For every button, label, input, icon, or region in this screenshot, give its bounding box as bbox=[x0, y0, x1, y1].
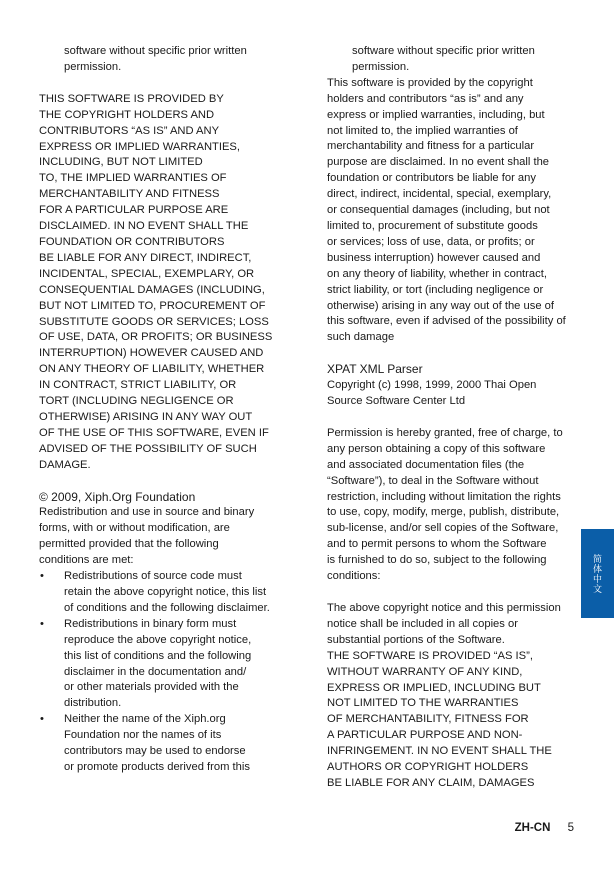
text-line: OF THE USE OF THIS SOFTWARE, EVEN IF bbox=[39, 426, 269, 439]
text-line: conditions: bbox=[327, 570, 381, 583]
text-line: permission. bbox=[64, 60, 122, 73]
text-line: strict liability, or tort (including negligence or bbox=[327, 283, 544, 296]
text-line: holders and contributors “as is” and any bbox=[327, 92, 524, 105]
expat-heading: XPAT XML Parser bbox=[327, 362, 423, 377]
text-line: otherwise) arising in any way out of the use of bbox=[327, 299, 554, 312]
text-line: substantial portions of the Software. bbox=[327, 633, 505, 646]
text-line: on any theory of liability, whether in contract, bbox=[327, 267, 547, 280]
xiph-heading: © 2009, Xiph.Org Foundation bbox=[39, 489, 196, 504]
text-line: ON ANY THEORY OF LIABILITY, WHETHER bbox=[39, 363, 265, 376]
text-line: restriction, including without limitation the rights bbox=[327, 490, 561, 503]
text-line: purpose are disclaimed. In no event shall the bbox=[327, 156, 550, 169]
text-line: or services; loss of use, data, or profits; or bbox=[327, 235, 535, 248]
text-line: OTHERWISE) ARISING IN ANY WAY OUT bbox=[39, 410, 253, 423]
text-line: OF USE, DATA, OR PROFITS; OR BUSINESS bbox=[39, 331, 273, 344]
left-intro bbox=[39, 44, 289, 76]
notice-block bbox=[327, 601, 579, 792]
language-side-tab bbox=[581, 529, 614, 618]
text-line: Permission is hereby granted, free of charge, to bbox=[327, 426, 563, 439]
text-line: EXPRESS OR IMPLIED WARRANTIES, bbox=[39, 140, 240, 153]
text-line: CONSEQUENTIAL DAMAGES (INCLUDING, bbox=[39, 283, 265, 296]
text-line: distribution. bbox=[64, 697, 122, 710]
text-line: INTERRUPTION) HOWEVER CAUSED AND bbox=[39, 347, 264, 360]
text-line: THE COPYRIGHT HOLDERS AND bbox=[39, 108, 215, 121]
text-line: NOT LIMITED TO THE WARRANTIES bbox=[327, 697, 519, 710]
text-line: or promote products derived from this bbox=[64, 760, 250, 773]
conditions-list bbox=[39, 569, 289, 776]
text-line: conditions are met: bbox=[39, 554, 134, 567]
text-line: express or implied warranties, including, but bbox=[327, 108, 545, 121]
text-line: BE LIABLE FOR ANY CLAIM, DAMAGES bbox=[327, 776, 535, 789]
right-column bbox=[327, 44, 579, 792]
text-line: FOR A PARTICULAR PURPOSE ARE bbox=[39, 204, 229, 217]
text-line: Copyright (c) 1998, 1999, 2000 Thai Open bbox=[327, 379, 537, 392]
text-line: DAMAGE. bbox=[39, 458, 91, 471]
page-number: 5 bbox=[567, 822, 574, 834]
text-line: THE SOFTWARE IS PROVIDED “AS IS”, bbox=[327, 649, 533, 662]
text-line: direct, indirect, incidental, special, exemplary, bbox=[327, 188, 552, 201]
page-footer bbox=[515, 822, 574, 834]
text-line: Foundation nor the names of its bbox=[64, 729, 222, 742]
text-line: such damage bbox=[327, 331, 395, 344]
text-line: of conditions and the following disclaimer. bbox=[64, 601, 270, 614]
text-line: • Redistributions in binary form must bbox=[64, 617, 237, 630]
text-line: “Software”), to deal in the Software without bbox=[327, 474, 539, 487]
text-line: THIS SOFTWARE IS PROVIDED BY bbox=[39, 92, 224, 105]
text-line: Redistribution and use in source and binary bbox=[39, 506, 255, 519]
text-line: WITHOUT WARRANTY OF ANY KIND, bbox=[327, 665, 523, 678]
text-line: is furnished to do so, subject to the following bbox=[327, 554, 547, 567]
text-line: The above copyright notice and this permission bbox=[327, 602, 561, 614]
text-line: DISCLAIMED. IN NO EVENT SHALL THE bbox=[39, 220, 249, 233]
text-line: permitted provided that the following bbox=[39, 538, 219, 551]
text-line: to use, copy, modify, merge, publish, distribute, bbox=[327, 506, 560, 519]
text-line: or other materials provided with the bbox=[64, 681, 239, 694]
text-line: SUBSTITUTE GOODS OR SERVICES; LOSS bbox=[39, 315, 269, 328]
text-line: reproduce the above copyright notice, bbox=[64, 633, 252, 646]
text-line: contributors may be used to endorse bbox=[64, 745, 246, 758]
text-line: INCIDENTAL, SPECIAL, EXEMPLARY, OR bbox=[39, 267, 255, 280]
text-line: foundation or contributors be liable for any bbox=[327, 172, 536, 185]
text-line: and associated documentation files (the bbox=[327, 458, 525, 471]
text-line: limited to, procurement of substitute goods bbox=[327, 219, 538, 232]
text-line: this list of conditions and the following bbox=[64, 649, 252, 662]
list-item bbox=[39, 712, 289, 776]
text-line: software without specific prior written bbox=[64, 45, 247, 57]
text-line: disclaimer in the documentation and/ bbox=[64, 665, 247, 678]
text-line: forms, with or without modification, are bbox=[39, 522, 230, 535]
text-line: MERCHANTABILITY AND FITNESS bbox=[39, 188, 220, 201]
text-line: Source Software Center Ltd bbox=[327, 395, 466, 408]
text-line: BE LIABLE FOR ANY DIRECT, INDIRECT, bbox=[39, 251, 252, 264]
text-line: TO, THE IMPLIED WARRANTIES OF bbox=[39, 172, 227, 185]
list-item bbox=[39, 617, 289, 712]
text-line: INFRINGEMENT. IN NO EVENT SHALL THE bbox=[327, 745, 552, 758]
text-line: FOUNDATION OR CONTRIBUTORS bbox=[39, 235, 225, 248]
text-line: merchantability and fitness for a particular bbox=[327, 140, 535, 153]
text-line: any person obtaining a copy of this software bbox=[327, 442, 546, 455]
language-tab-label: 简体中文 bbox=[592, 553, 602, 594]
disclaimer-block bbox=[39, 92, 289, 474]
text-line: IN CONTRACT, STRICT LIABILITY, OR bbox=[39, 379, 237, 392]
text-line: this software, even if advised of the possibility of bbox=[327, 315, 566, 328]
text-line: OF MERCHANTABILITY, FITNESS FOR bbox=[327, 713, 529, 726]
text-line: software without specific prior written bbox=[352, 45, 535, 57]
left-column bbox=[39, 44, 289, 776]
text-line: A PARTICULAR PURPOSE AND NON- bbox=[327, 729, 523, 742]
text-line: ADVISED OF THE POSSIBILITY OF SUCH bbox=[39, 442, 257, 455]
text-line: BUT NOT LIMITED TO, PROCUREMENT OF bbox=[39, 299, 266, 312]
text-line: AUTHORS OR COPYRIGHT HOLDERS bbox=[327, 761, 529, 774]
text-line: or consequential damages (including, but not bbox=[327, 204, 550, 217]
text-line: EXPRESS OR IMPLIED, INCLUDING BUT bbox=[327, 681, 541, 694]
permission-block bbox=[327, 426, 579, 585]
right-intro bbox=[327, 44, 579, 76]
text-line: not limited to, the implied warranties of bbox=[327, 124, 518, 137]
footer-language-code: ZH-CN bbox=[514, 822, 551, 834]
text-line: and to permit persons to whom the Software bbox=[327, 538, 547, 551]
text-line: TORT (INCLUDING NEGLIGENCE OR bbox=[39, 395, 234, 408]
text-line: sub-license, and/or sell copies of the Software, bbox=[327, 522, 559, 535]
expat-copyright bbox=[327, 378, 579, 410]
text-line: • Neither the name of the Xiph.org bbox=[64, 713, 226, 726]
list-item bbox=[39, 569, 289, 617]
text-line: • Redistributions of source code must bbox=[64, 570, 242, 583]
provided-as-is-block bbox=[327, 76, 579, 346]
xiph-conditions-intro bbox=[39, 505, 289, 569]
text-line: INCLUDING, BUT NOT LIMITED bbox=[39, 156, 203, 169]
text-line: notice shall be included in all copies or bbox=[327, 617, 518, 630]
text-line: CONTRIBUTORS “AS IS” AND ANY bbox=[39, 124, 220, 137]
text-line: business interruption) however caused and bbox=[327, 251, 541, 264]
text-line: retain the above copyright notice, this list bbox=[64, 586, 267, 598]
text-line: This software is provided by the copyright bbox=[327, 76, 533, 89]
text-line: permission. bbox=[352, 60, 410, 73]
